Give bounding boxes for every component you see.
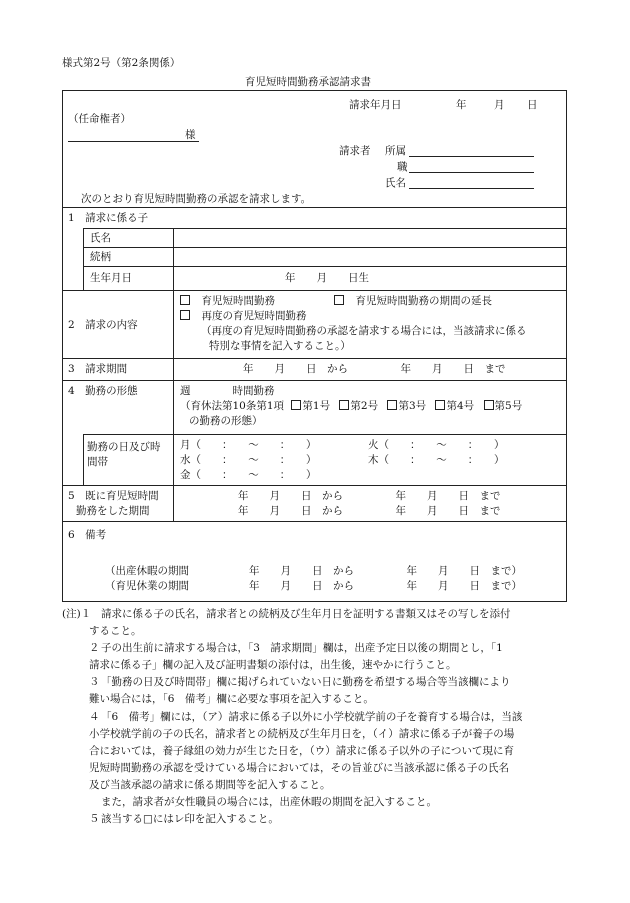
note3-line1: 「勤務の日及び時間帯」欄に掲げられていない日に勤務を希望する場合等当該欄により — [101, 676, 511, 688]
note2-line1: 子の出生前に請求する場合は，「3 請求期間」欄は，出産予定日以後の期間とし，「1 — [101, 642, 503, 654]
request-date-day: 日 — [527, 99, 538, 111]
section6-title: 6 備考 — [68, 529, 107, 541]
option-label: 再度の育児短時間勤務 — [201, 310, 307, 322]
checkbox[interactable] — [180, 295, 190, 305]
request-period[interactable]: 年 月 日 から 年 月 日 まで — [243, 363, 506, 375]
maternity-leave-label: （出産休暇の期間 — [105, 565, 189, 577]
checkbox[interactable] — [435, 400, 445, 410]
checkbox[interactable] — [484, 400, 494, 410]
requester-label: 請求者 — [339, 145, 371, 157]
child-name-field[interactable] — [179, 229, 559, 246]
request-date-year: 年 — [456, 99, 467, 111]
item-5[interactable]: 第5号 — [484, 400, 523, 412]
divider — [63, 485, 566, 486]
schedule-wednesday[interactable]: 水（ ： 〜 ： ） — [180, 454, 317, 466]
previous-period-1[interactable]: 年 月 日 から 年 月 日 まで — [238, 490, 501, 502]
option-short-time[interactable] — [180, 295, 275, 308]
section4-title: 4 勤務の形態 — [68, 385, 138, 397]
request-date-month: 月 — [494, 99, 505, 111]
note3-number: ３ — [89, 676, 100, 688]
note4-line1: 「6 備考」欄には，（ア）請求に係る子以外に小学校就学前の子を養育する場合は，当該 — [101, 711, 523, 723]
section3-title: 3 請求期間 — [68, 363, 128, 375]
previous-period-2[interactable]: 年 月 日 から 年 月 日 まで — [238, 505, 501, 517]
note4-line6: また，請求者が女性職員の場合には，出産休暇の期間を記入すること。 — [101, 796, 437, 808]
section1-title: 1 請求に係る子 — [68, 212, 149, 224]
option-label: 育児短時間勤務の期間の延長 — [355, 295, 492, 307]
note3-line2: 難い場合には，「6 備考」欄に必要な事項を記入すること。 — [89, 693, 374, 705]
note1-line2: すること。 — [89, 625, 142, 637]
checkbox[interactable] — [180, 310, 190, 320]
sama-label: 様 — [185, 129, 196, 141]
divider — [63, 290, 566, 291]
note2-number: ２ — [89, 642, 100, 654]
request-form — [62, 90, 567, 602]
item-4[interactable]: 第4号 — [435, 400, 474, 412]
note4-line2: 小学校就学前の子の氏名，請求者との続柄及び生年月日を，（イ）請求に係る子が養子の場 — [89, 728, 515, 740]
section2-title: 2 請求の内容 — [68, 319, 138, 331]
weekly-hours[interactable]: 週 時間勤務 — [180, 385, 275, 397]
note4-line4: 児短時間勤務の承認を受けている場合においては，その旨並びに当該承認に係る子の氏名 — [89, 762, 509, 774]
section2-note-line1: （再度の育児短時間勤務の承認を請求する場合には，当該請求に係る — [201, 325, 527, 337]
note2-line2: 請求に係る子」欄の記入及び証明書類の添付は，出生後，速やかに行うこと。 — [89, 659, 457, 671]
schedule-tuesday[interactable]: 火（ ： 〜 ： ） — [368, 439, 505, 451]
child-relation-field[interactable] — [179, 248, 559, 265]
divider — [83, 228, 84, 291]
form-number: 様式第2号（第2条関係） — [62, 57, 181, 69]
divider — [83, 266, 566, 267]
note4-number: ４ — [89, 711, 100, 723]
note4-line5: 及び当該承認の請求に係る期間等を記入すること。 — [89, 779, 331, 791]
appointer-input-line[interactable] — [68, 141, 199, 142]
child-birth-label: 生年月日 — [90, 272, 132, 284]
childcare-leave-period[interactable]: 年 月 日 から 年 月 日 まで） — [249, 580, 522, 592]
section2-note-line2: 特別な事情を記入すること。） — [209, 340, 351, 352]
checkbox[interactable] — [387, 400, 397, 410]
note5-number: ５ — [89, 813, 100, 825]
option-label: 育児短時間勤務 — [201, 295, 275, 307]
law-prefix: （育休法第10条第1項 — [180, 400, 285, 412]
page-title: 育児短時間勤務承認請求書 — [245, 76, 371, 88]
item-3[interactable]: 第3号 — [387, 400, 426, 412]
law-reference — [180, 400, 522, 413]
maternity-leave-period[interactable]: 年 月 日 から 年 月 日 まで） — [249, 565, 522, 577]
divider — [83, 434, 566, 435]
divider — [63, 380, 566, 381]
divider — [63, 207, 566, 208]
affiliation-input-line[interactable] — [409, 156, 534, 157]
appointer-label: （任命権者） — [68, 113, 131, 125]
schedule-friday[interactable]: 金（ ： 〜 ： ） — [180, 469, 317, 481]
affiliation-label: 所属 — [385, 145, 406, 157]
name-label: 氏名 — [385, 177, 406, 189]
childcare-leave-label: （育児休業の期間 — [105, 580, 189, 592]
divider — [173, 290, 174, 521]
request-statement: 次のとおり育児短時間勤務の承認を請求します。 — [81, 193, 312, 205]
item-2[interactable]: 第2号 — [339, 400, 378, 412]
child-birth-value[interactable]: 年 月 日生 — [285, 272, 369, 284]
item-1[interactable]: 第1号 — [291, 400, 330, 412]
child-name-label: 氏名 — [90, 232, 111, 244]
divider — [63, 521, 566, 522]
section5-title-line2: 勤務をした期間 — [76, 505, 150, 517]
schedule-monday[interactable]: 月（ ： 〜 ： ） — [180, 439, 317, 451]
schedule-label-line2: 間帯 — [87, 456, 108, 468]
schedule-label-line1: 勤務の日及び時 — [87, 441, 161, 453]
law-suffix: の勤務の形態） — [189, 415, 263, 427]
note1-line1: 請求に係る子の氏名，請求者との続柄及び生年月日を証明する書類又はその写しを添付 — [101, 608, 511, 620]
note4-line3: 合においては，養子縁組の効力が生じた日を，（ウ）請求に係る子以外の子について現に育 — [89, 745, 515, 757]
section5-title-line1: 5 既に育児短時間 — [68, 490, 159, 502]
divider — [173, 228, 174, 291]
child-relation-label: 続柄 — [90, 251, 111, 263]
name-input-line[interactable] — [409, 188, 534, 189]
option-extension[interactable] — [334, 295, 492, 308]
note5-text: 該当する□にはレ印を記入すること。 — [101, 813, 279, 825]
option-again[interactable] — [180, 310, 307, 323]
divider — [83, 434, 84, 485]
position-label: 職 — [397, 161, 408, 173]
checkbox[interactable] — [334, 295, 344, 305]
checkbox[interactable] — [339, 400, 349, 410]
checkbox[interactable] — [291, 400, 301, 410]
request-date-label: 請求年月日 — [349, 99, 402, 111]
position-input-line[interactable] — [409, 172, 534, 173]
divider — [63, 358, 566, 359]
schedule-thursday[interactable]: 木（ ： 〜 ： ） — [368, 454, 505, 466]
note1-prefix: (注)１ — [62, 608, 92, 620]
